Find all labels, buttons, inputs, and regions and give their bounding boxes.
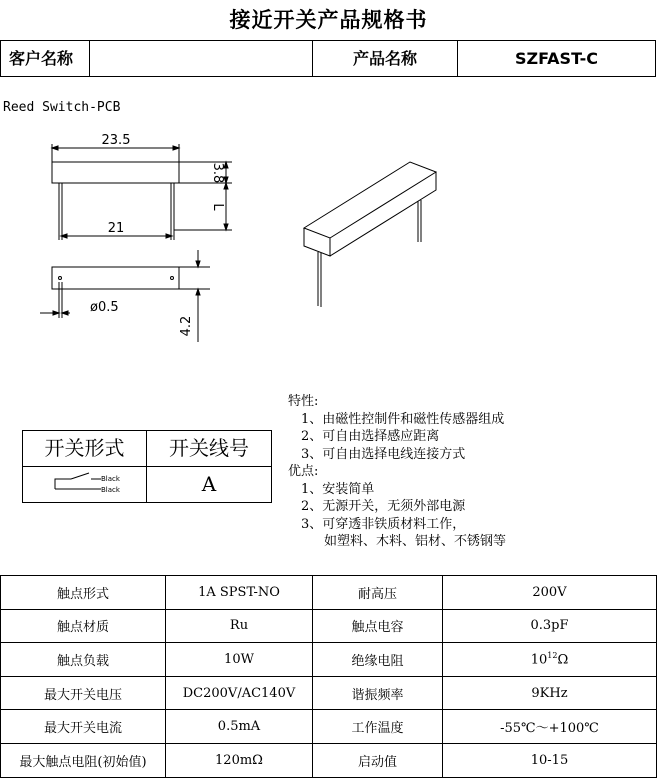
spec-value: DC200V/AC140V — [166, 676, 313, 710]
switch-symbol-icon — [43, 469, 143, 499]
spec-key: 触点电容 — [313, 609, 443, 643]
wire-number-header: 开关线号 — [169, 436, 249, 460]
table-row — [1, 576, 657, 610]
switch-body-top — [52, 267, 179, 289]
switch-type-header: 开关形式 — [44, 436, 125, 460]
spec-value: 0.3pF — [443, 609, 657, 643]
table-row — [1, 710, 657, 744]
product-value: SZFAST-C — [514, 49, 599, 68]
spec-value: Ru — [166, 609, 313, 643]
spec-value: 200V — [443, 576, 657, 610]
spec-value: 9KHz — [443, 676, 657, 710]
spec-table — [0, 575, 657, 778]
table-row — [1, 743, 657, 777]
feature-item: 3、可自由选择电线连接方式 — [301, 446, 466, 462]
divider — [89, 41, 90, 76]
spec-key: 最大开关电流 — [1, 710, 166, 744]
dim-length: 23.5 — [101, 133, 131, 148]
spec-value: 120mΩ — [166, 743, 313, 777]
spec-value: 10-15 — [443, 743, 657, 777]
wire-label: Black — [101, 475, 120, 483]
dim-width: 4.2 — [179, 315, 194, 337]
feature-item: 1、由磁性控制件和磁性传感器组成 — [301, 411, 505, 427]
spec-key: 最大开关电压 — [1, 676, 166, 710]
spec-value: 1A SPST-NO — [166, 576, 313, 610]
spec-value-insulation — [443, 643, 657, 677]
document-title: 接近开关产品规格书 — [229, 7, 428, 32]
exponent: 12 — [547, 651, 558, 661]
wire-label: Black — [101, 486, 120, 494]
customer-label: 客户名称 — [9, 49, 74, 68]
dim-height: 3.8 — [210, 162, 225, 184]
spec-key: 触点负载 — [1, 643, 166, 677]
spec-key: 绝缘电阻 — [313, 643, 443, 677]
wire-number-value: A — [201, 472, 217, 496]
spec-key: 工作温度 — [313, 710, 443, 744]
drawing-subtitle: Reed Switch-PCB — [3, 100, 121, 115]
advantage-item: 1、安装简单 — [301, 481, 375, 497]
feature-item: 2、可自由选择感应距离 — [301, 429, 440, 444]
base: 10 — [530, 652, 548, 668]
table-row — [1, 609, 657, 643]
dim-pin-dia: ø0.5 — [90, 300, 119, 315]
switch-type-table — [22, 430, 272, 503]
features-title: 特性: — [288, 394, 319, 409]
advantage-item: 如塑料、木料、铝材、不锈钢等 — [324, 534, 507, 549]
spec-key: 启动值 — [313, 743, 443, 777]
spec-value: 10W — [166, 643, 313, 677]
advantage-item: 3、可穿透非铁质材料工作， — [301, 516, 466, 532]
spec-value: 0.5mA — [166, 710, 313, 744]
switch-body-side — [52, 162, 179, 183]
unit: Ω — [557, 652, 569, 668]
dim-l: L — [210, 203, 225, 211]
spec-key: 触点材质 — [1, 609, 166, 643]
technical-drawing — [0, 120, 290, 350]
features-block — [288, 393, 506, 551]
advantages-title: 优点: — [288, 464, 319, 479]
advantage-item: 2、无源开关，无须外部电源 — [301, 499, 466, 514]
dim-pitch: 21 — [107, 221, 125, 236]
isometric-view — [290, 150, 450, 310]
spec-key: 谐振频率 — [313, 676, 443, 710]
spec-key: 最大触点电阻(初始值) — [1, 743, 166, 777]
table-row — [1, 643, 657, 677]
spec-key: 触点形式 — [1, 576, 166, 610]
header-row — [0, 40, 656, 77]
spec-value: -55℃～+100℃ — [443, 710, 657, 744]
table-row — [1, 676, 657, 710]
spec-key: 耐高压 — [313, 576, 443, 610]
product-label: 产品名称 — [352, 49, 417, 68]
